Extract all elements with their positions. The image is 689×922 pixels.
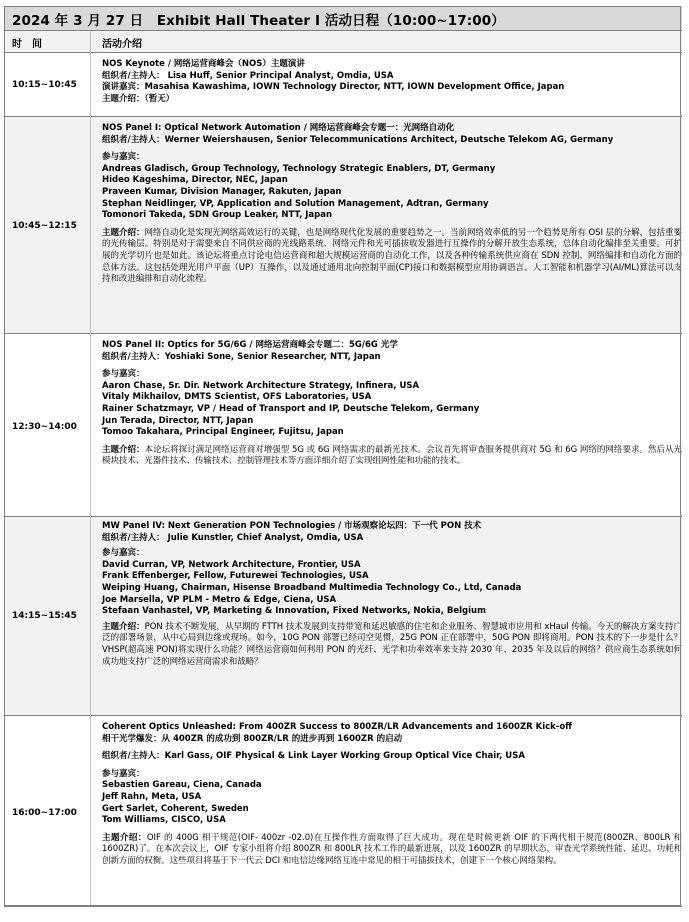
topic-text: PON 技术不断发展，从早期的 FTTH 技术发展到支持带宽和延迟敏感的住宅和企业服务、智慧城市应用和 xHaul 传输。今天的解决方案支持广泛的部署场景，从中心局到边缘或现场。如今，10G PON 部署已经司空见惯，25G PON 正在部署中，50G PON 即将商用。PON 技术的下一步是什么？VHSP(超高速 PON)将实现什么功能？网络运营商如何利用 PON 的光纤、光学和功率效率来支持 2030 年、2035 年及以后的网络？供应商生态系统如何成功地支持广泛的网络运营商需求和战略？ xyxy=(102,621,682,667)
column-header-activity: 活动介绍 xyxy=(102,39,142,50)
session-title: NOS Panel II: Optics for 5G/6G / 网络运营商峰会专题二：5G/6G 光学 xyxy=(102,340,398,350)
participant-item: Hideo Kageshima, Director, NEC, Japan xyxy=(102,175,288,186)
topic-label: 主题介绍： xyxy=(102,444,145,455)
participant-item: Jun Terada, Director, NTT, Japan xyxy=(102,415,254,426)
participant-item: Aaron Chase, Sr. Dir. Network Architecture Strategy, Infinera, USA xyxy=(102,380,420,391)
topic-label: 主题介绍： xyxy=(102,227,145,238)
session-content xyxy=(102,59,682,105)
participant-item: Rainer Schatzmayr, VP / Head of Transport and IP, Deutsche Telekom, Germany xyxy=(102,403,480,414)
participants-label: 参与嘉宾： xyxy=(102,369,145,380)
session-topic: 主题介绍：（暂无） xyxy=(102,93,175,104)
participant-item: Stephan Neidlinger, VP, Application and Solution Management, Adtran, Germany xyxy=(102,198,489,209)
participant-item: Joe Marsella, VP PLM - Metro & Edge, Ciena, USA xyxy=(102,594,337,605)
session-speaker: 演讲嘉宾：Masahisa Kawashima, IOWN Technology Director, NTT, IOWN Development Office, Japan xyxy=(102,82,565,93)
session-title: Coherent Optics Unleashed: From 400ZR Success to 800ZR/LR Advancements and 1600ZR Kick-off xyxy=(102,722,573,732)
session-row xyxy=(4,517,682,716)
session-topic xyxy=(102,445,682,468)
session-topic xyxy=(102,228,682,286)
participant-item: Vitaly Mikhailov, DMTS Scientist, OFS Laboratories, USA xyxy=(102,392,372,403)
session-row xyxy=(4,117,682,334)
participant-item: Stefaan Vanhastel, VP, Marketing & Innovation, Fixed Networks, Nokia, Belgium xyxy=(102,606,486,617)
topic-text: 网络自动化是实现光网络高效运行的关键，也是网络现代化发展的重要趋势之一。当前网络效率低的另一个趋势是所有 OSI 层的分解，包括重要的光传输层。特别是对于需要来自不同供应商的光线路系统、网络元件和光可插拔收发器进行互操作的分解开放生态系统，总体自动化编排至关重要。可扩展的光学切片也是如此。该论坛将重点讨论电信运营商和超大规模运营商的自动化工作，以及各种传输系统供应商在 SDN 控制、网络编排和自动化方面的总体方法。这包括处理光用户平面（UP）互操作，以及通过通用北向控制平面(CP)接口和数据模型应用协调语言。人工智能和机器学习(AI/ML)算法可以支持和改进编排和自动化流程。 xyxy=(102,227,682,285)
session-organizer: 组织者/主持人：Yoshiaki Sone, Senior Researcher, NTT, Japan xyxy=(102,351,381,362)
participant-item: Jeff Rahn, Meta, USA xyxy=(102,791,202,802)
topic-text: OIF 的 400G 相干规范(OIF- 400zr -02.0)在互操作性方面取得了巨大成功。现在是时候更新 OIF 的下两代相干规范(800ZR、800LR 和 1600ZR)了。在本次会议上，OIF 专家小组将介绍 800ZR 和 800LR 技术工作的最新进展，以及 1600ZR 的早期状态，审查光学系统性能、延迟、功耗和创新方面的权衡。这些项目将基于下一代云 DCI 和电信边缘网络互连中常见的相干可插拔技术，创建下一个核心网络架构。 xyxy=(102,832,682,866)
participant-item: Sebastien Gareau, Ciena, Canada xyxy=(102,780,262,791)
session-time: 12:30~14:00 xyxy=(12,422,77,432)
participant-item: Tom Williams, CISCO, USA xyxy=(102,815,226,826)
session-content xyxy=(102,521,682,668)
participant-item: Weiping Huang, Chairman, Hisense Broadband Multimedia Technology Co., Ltd, Canada xyxy=(102,582,522,593)
column-divider xyxy=(90,31,91,906)
session-title-cn: 相干光学爆发：从 400ZR 的成功到 800ZR/LR 的进步再到 1600ZR 的启动 xyxy=(102,733,403,744)
participant-item: Praveen Kumar, Division Manager, Rakuten, Japan xyxy=(102,186,342,197)
session-organizer: 组织者/主持人： Julie Kunstler, Chief Analyst, Omdia, USA xyxy=(102,532,364,543)
session-row xyxy=(4,53,682,117)
session-title: MW Panel IV: Next Generation PON Technologies / 市场观察论坛四：下一代 PON 技术 xyxy=(102,521,482,531)
session-topic xyxy=(102,833,682,868)
session-row xyxy=(4,716,682,907)
session-content xyxy=(102,123,682,286)
session-organizer: 组织者/主持人：Karl Gass, OIF Physical & Link Layer Working Group Optical Vice Chair, USA xyxy=(102,751,525,762)
participant-item: Gert Sarlet, Coherent, Sweden xyxy=(102,803,249,814)
session-organizer: 组织者/主持人：Werner Weiershausen, Senior Telecommunications Architect, Deutsche Telekom AG, Germany xyxy=(102,134,614,145)
participants-label: 参与嘉宾： xyxy=(102,548,145,559)
schedule-title-bar xyxy=(4,6,682,31)
participant-item: David Curran, VP, Network Architecture, Frontier, USA xyxy=(102,559,361,570)
participants-label: 参与嘉宾： xyxy=(102,768,145,779)
topic-text: 本论坛将探讨满足网络运营商对增强型 5G 或 6G 网络需求的最新光技术。会议首先将审查服务提供商对 5G 和 6G 网络的网络要求。然后从光模块技术、光器件技术、传输技术、控制管理技术等方面详细介绍了实现组网性能和功能的技术。 xyxy=(102,444,682,467)
topic-label: 主题介绍： xyxy=(102,621,145,632)
session-time: 10:15~10:45 xyxy=(12,80,77,90)
topic-label: 主题介绍： xyxy=(102,832,147,843)
session-time: 16:00~17:00 xyxy=(12,808,77,818)
column-header-row xyxy=(4,31,682,53)
session-title: NOS Panel I: Optical Network Automation / 网络运营商峰会专题一：光网络自动化 xyxy=(102,123,455,133)
session-organizer: 组织者/主持人： Lisa Huff, Senior Principal Analyst, Omdia, USA xyxy=(102,70,394,81)
session-content xyxy=(102,722,682,868)
participant-item: Andreas Gladisch, Group Technology, Technology Strategic Enablers, DT, Germany xyxy=(102,163,496,174)
session-row xyxy=(4,334,682,517)
session-topic xyxy=(102,622,682,668)
session-content xyxy=(102,340,682,468)
participant-item: Tomonori Takeda, SDN Group Leaker, NTT, Japan xyxy=(102,210,333,221)
session-time: 14:15~15:45 xyxy=(12,611,77,621)
participant-item: Tomoo Takahara, Principal Engineer, Fujitsu, Japan xyxy=(102,427,344,438)
participant-item: Frank Effenberger, Fellow, Futurewei Technologies, USA xyxy=(102,571,369,582)
column-header-time: 时 间 xyxy=(12,39,42,50)
session-time: 10:45~12:15 xyxy=(12,221,77,231)
session-title: NOS Keynote / 网络运营商峰会（NOS）主题演讲 xyxy=(102,59,305,69)
schedule-title: 2024 年 3 月 27 日 Exhibit Hall Theater I 活动日程（10:00~17:00） xyxy=(12,13,505,29)
participants-label: 参与嘉宾： xyxy=(102,152,145,163)
